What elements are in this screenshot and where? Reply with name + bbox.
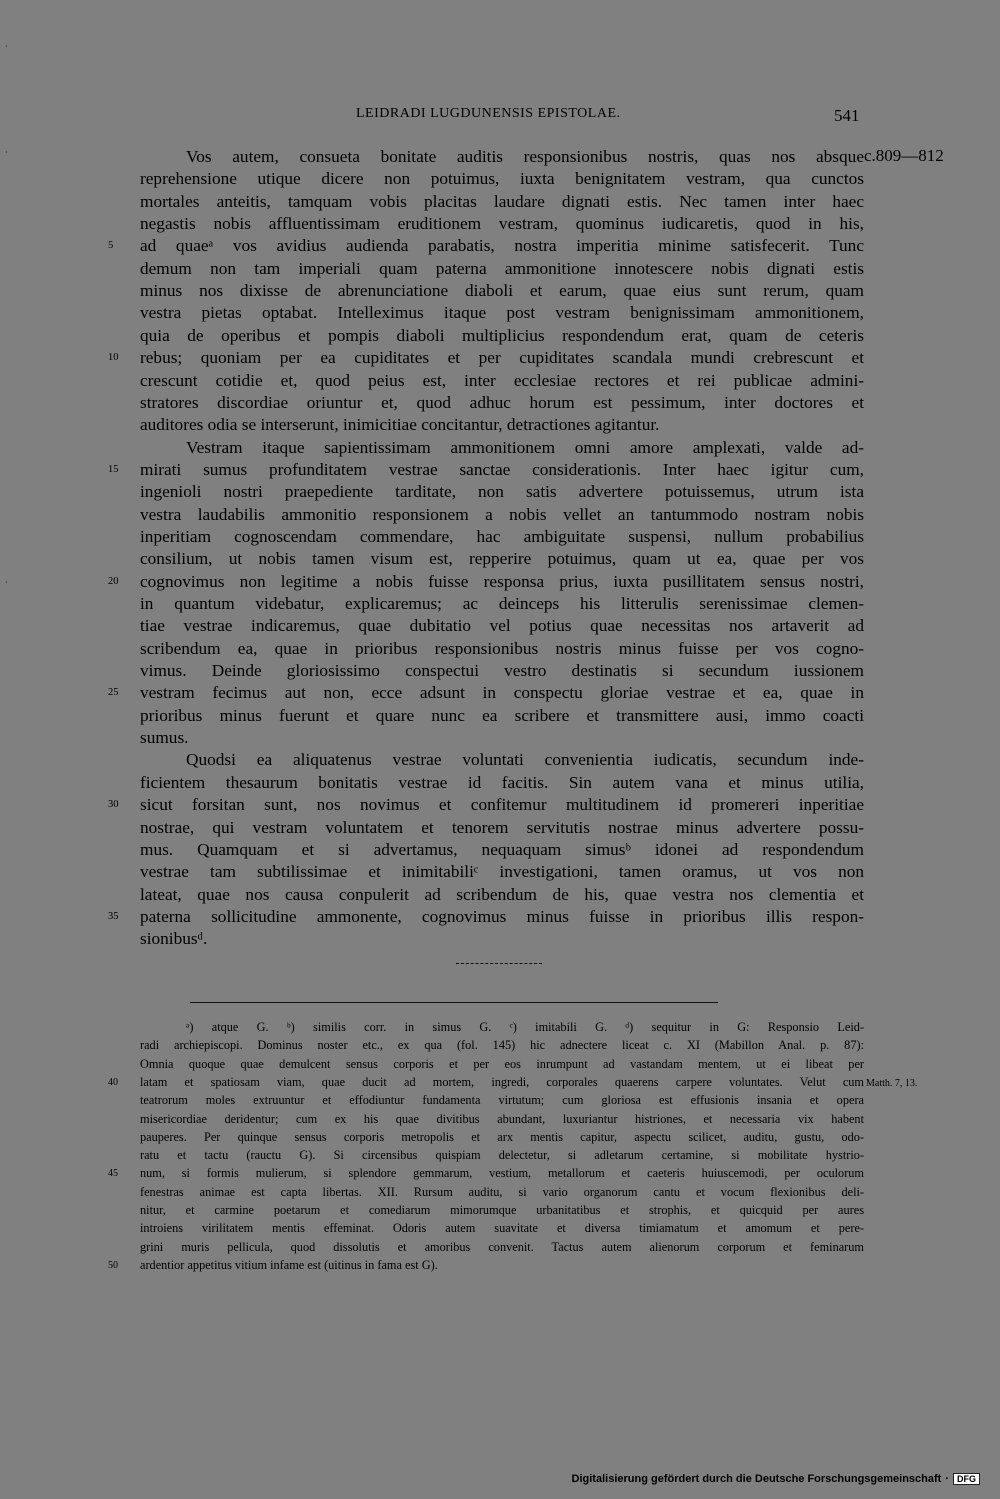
text-line: vestra laudabilis ammonitio responsionem a nobis vellet an tantummodo nostram nobis: [140, 504, 864, 524]
running-header: LEIDRADI LUGDUNENSIS EPISTOLAE.: [356, 106, 621, 121]
footnote-line: misericordiae deridentur; cum ex his quae divitibus abundant, luxuriantur histriones, et necessaria vix habent: [140, 1111, 864, 1126]
text-line: quia de operibus et pompis diaboli multiplicius respondendum erat, quam de ceteris: [140, 325, 864, 345]
text-line: in quantum videbatur, explicaremus; ac deinceps his litterulis serenissimae clemen-: [140, 594, 864, 613]
footnote-line: nitur, et carmine poetarum et comediarum mimorumque urbanitatibus et strophis, et quicquid per aures: [140, 1203, 864, 1217]
text-line: Quodsi ea aliquatenus vestrae voluntati convenientia iudicatis, secundum inde-: [186, 750, 864, 770]
text-line: crescunt cotidie et, quod peius est, inter ecclesiae rectores et rei publicae admini-: [140, 370, 864, 390]
footnote-line-number: 50: [108, 1259, 118, 1271]
footnote-line: ᵃ) atque G. ᵇ) similis corr. in simus G. ᶜ) imitabili G. ᵈ) sequitur in G: Responsio Leid-: [186, 1020, 864, 1034]
footnote-line: num, si formis mulierum, si splendore gemmarum, vestium, metallorum et caeteris huiuscemodi, per oculorum: [140, 1166, 864, 1181]
text-line: negastis nobis affluentissimam eruditionem vestram, quominus iudicaretis, quod in his,: [140, 214, 864, 234]
line-number: 15: [108, 463, 119, 475]
text-line: sionibusᵈ.: [140, 929, 208, 949]
text-line: vestrae tam subtilissimae et inimitabiliᶜ investigationi, tamen oramus, ut vos non: [140, 862, 864, 882]
line-number: 10: [108, 352, 119, 364]
footnote-line: fenestras animae est capta libertas. XII. Rursum auditu, si vario organorum cantu et vocum flexionibus deli-: [140, 1184, 864, 1199]
footnote-line: teatrorum moles extruuntur et effodiuntur fundamenta virtutum; cum gloriosa est effusionis insania et opera: [140, 1093, 864, 1108]
footnote-line: Omnia quoque quae demulcent sensus corporis et per eos inrumpunt ad vastandam mentem, ut ei libeat per: [140, 1056, 864, 1071]
footnote-line: pauperes. Per quinque sensus corporis metropolis et arx mentis capitur, aspectu scilicet, auditu, gustu, odo-: [140, 1129, 864, 1144]
scan-mark: ·: [5, 42, 8, 51]
line-number: 25: [108, 687, 119, 699]
text-line: demum non tam imperiali quam paterna ammonitione innotescere nobis dignati estis: [140, 258, 864, 278]
line-number: 5: [108, 240, 114, 252]
scan-mark: ·: [5, 148, 8, 157]
text-line: rebus; quoniam per ea cupiditates et per cupiditates scandala mundi crebrescunt et: [140, 348, 864, 368]
footnote-line: introiens virilitatem mentis effeminat. Odoris autem suavitate et diversa timiamatum et amomum et pere-: [140, 1221, 864, 1236]
text-line: reprehensione utique dicere non potuimus, iuxta benignitatem vestram, qua cunctos: [140, 169, 864, 189]
footer-text: Digitalisierung gefördert durch die Deutsche Forschungsgemeinschaft: [571, 1473, 942, 1485]
text-line: mus. Quamquam et si advertamus, nequaquam simusᵇ idonei ad respondendum: [140, 839, 864, 859]
text-line: sicut forsitan sunt, nos novimus et confitemur multitudinem id promereri inperitiae: [140, 795, 864, 815]
text-line: prioribus minus fuerunt et quare nunc ea scribere et transmittere ausi, immo coacti: [140, 705, 864, 725]
footnote-line: ardentior appetitus vitium infame est (uitinus in fama est G).: [140, 1257, 438, 1272]
text-line: Vos autem, consueta bonitate auditis responsionibus nostris, quas nos absque: [186, 147, 864, 166]
line-number: 20: [108, 575, 119, 587]
text-line: vestra pietas optabat. Intelleximus itaque post vestram benignissimam ammonitionem,: [140, 303, 864, 323]
end-separator: [456, 963, 542, 964]
text-line: scribendum ea, quae in prioribus responsionibus nostris minus fuisse per vos cogno-: [140, 638, 864, 658]
footnote-line: grini muris pellicula, quod dissolutis et amoribus convenit. Tactus autem alienorum corporum et feminarum: [140, 1239, 864, 1254]
scan-mark: ·: [5, 578, 8, 587]
text-line: ad quaeᵃ vos avidius audienda parabatis, nostra imperitia minime satisfecerit. Tunc: [140, 236, 864, 256]
page-number: 541: [834, 106, 860, 125]
text-line: tiae vestrae indicaremus, quae dubitatio vel potius quae necessitas nos artaverit ad: [140, 616, 864, 636]
text-line: ficientem thesaurum bonitatis vestrae id facitis. Sin autem vana et minus utilia,: [140, 772, 864, 792]
text-line: consilium, ut nobis tamen visum est, repperire potuimus, quam ut ea, quae per vos: [140, 549, 864, 569]
text-line: Vestram itaque sapientissimam ammonitionem omni amore amplexati, valde ad-: [186, 437, 864, 457]
line-number: 30: [108, 799, 119, 811]
text-line: stratores discordiae oriuntur et, quod adhuc horum est pessimum, inter doctores et: [140, 392, 864, 412]
text-line: inperitiam cognoscendam commendare, hac ambiguitate suspensi, nullum probabilius: [140, 526, 864, 546]
text-line: vimus. Deinde gloriosissimo conspectui vestro destinatis si secundum iussionem: [140, 661, 864, 681]
text-line: sumus.: [140, 728, 189, 748]
text-line: vestram fecimus aut non, ecce adsunt in conspectu gloriae vestrae et ea, quae in: [140, 683, 864, 703]
footnote-line-number: 45: [108, 1168, 118, 1180]
text-line: paterna sollicitudine ammonente, cognovimus minus fuisse in prioribus illis respon-: [140, 906, 864, 926]
dfg-logo: DFG: [953, 1473, 980, 1485]
footnote-line: latam et spatiosam viam, quae ducit ad mortem, ingredi, corporales quaerens carpere voluntates. Velut cum: [140, 1074, 864, 1089]
text-line: ingenioli nostri praepediente tarditate, non satis advertere potuissemus, utrum ista: [140, 482, 864, 502]
footer-credit: [572, 1473, 980, 1485]
footnote-side-reference: Matth. 7, 13.: [866, 1078, 918, 1089]
footnote-rule: [190, 1002, 718, 1003]
footnote-line: ratu et tactu (rauctu G). Si circensibus quispiam delectetur, si adletarum certamine, si mobilitate hystrio-: [140, 1148, 864, 1163]
line-number: 35: [108, 910, 119, 922]
text-line: mirati sumus profunditatem vestrae sanctae considerationis. Inter haec igitur cum,: [140, 459, 864, 479]
footnote-line-number: 40: [108, 1076, 118, 1088]
footer-dot: ·: [945, 1473, 949, 1485]
text-line: lateat, quae nos causa conpulerit ad scribendum de his, quae vestra nos clementia et: [140, 884, 864, 904]
text-line: nostrae, qui vestram voluntatem et tenorem servitutis nostrae minus advertere possu-: [140, 817, 864, 837]
text-line: auditores odia se interserunt, inimicitiae concitantur, detractiones agitantur.: [140, 415, 660, 435]
text-line: cognovimus non legitime a nobis fuisse responsa prius, iuxta pusillitatem sensus nostri,: [140, 571, 864, 591]
footnote-line: radi archiepiscopi. Dominus noster etc., ex qua (fol. 145) hic adnectere liceat c. XI (Mabillon Anal. p. 87):: [140, 1038, 864, 1053]
text-line: mortales anteitis, tamquam vobis placitas laudare dignati estis. Nec tamen inter haec: [140, 191, 864, 211]
side-date-note: c.809—812: [864, 146, 944, 165]
text-line: minus nos dixisse de abrenunciatione diaboli et earum, quae eius sunt rerum, quam: [140, 281, 864, 301]
